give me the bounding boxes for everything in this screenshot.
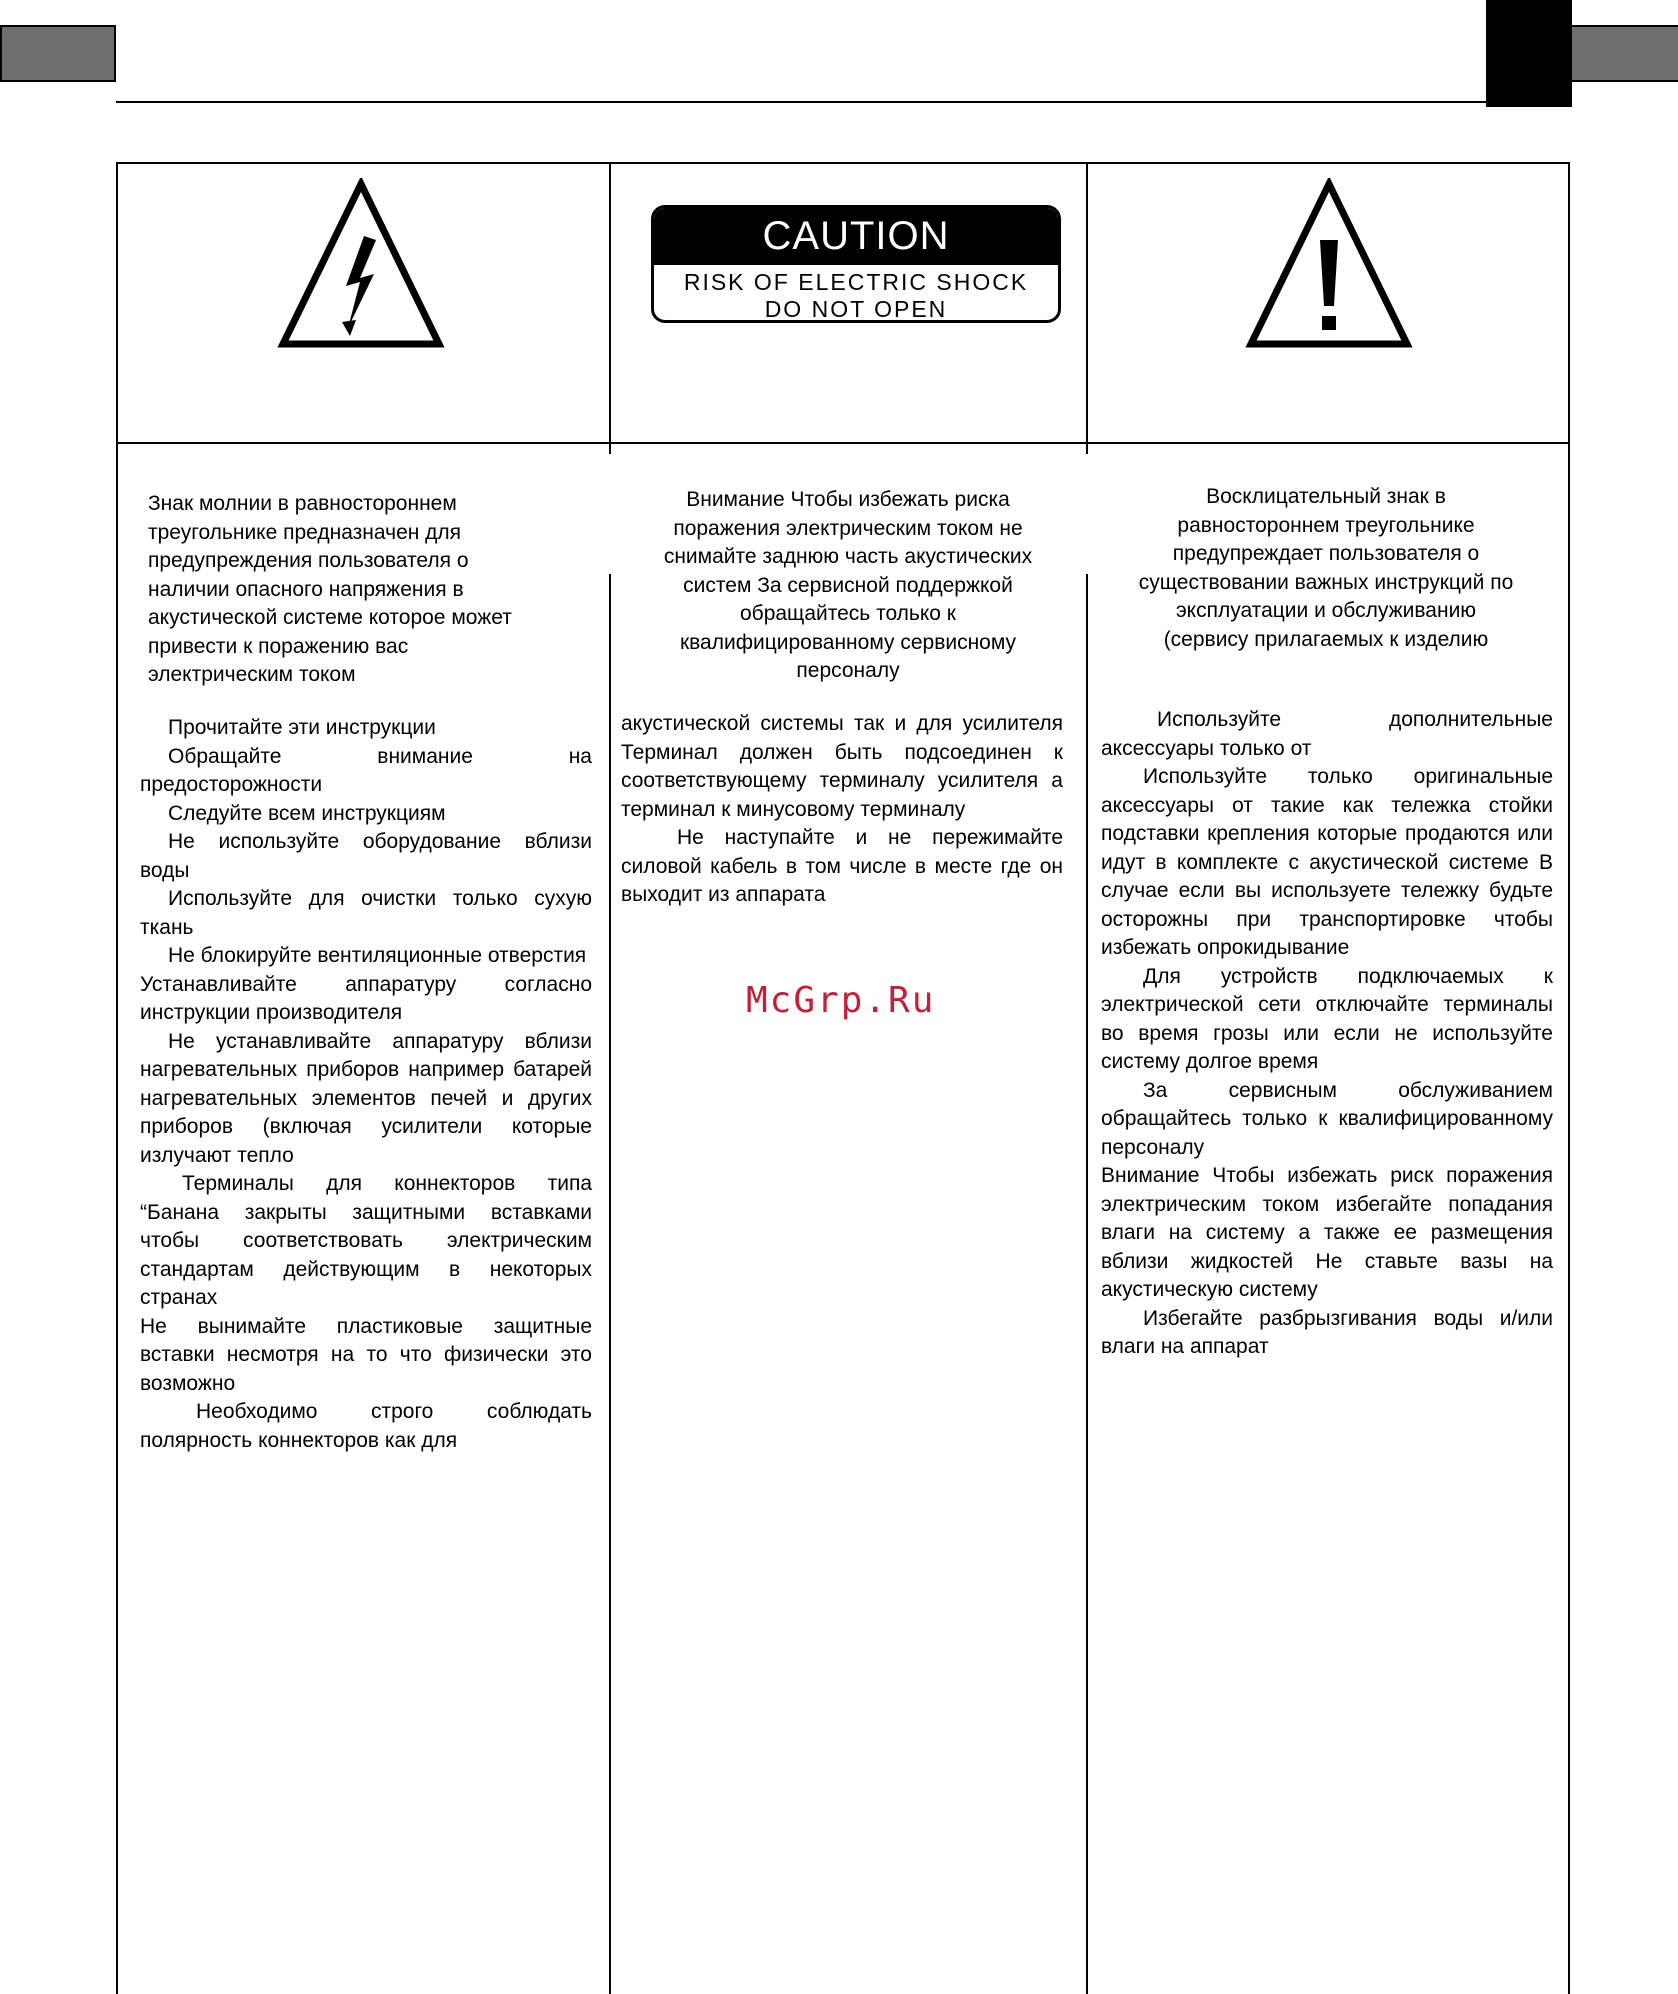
instruction-item: Не устанавливайте аппаратуру вблизи нагревательных приборов например батарей нагревательных элементов печей и других приборов (включая усилители которые излучают тепло [140,1029,592,1167]
instruction-item: Для устройств подключаемых к электрической сети отключайте терминалы во время грозы или если не используйте систему долгое время [1101,964,1553,1073]
exclamation-symbol-description: Восклицательный знак в равностороннем треугольнике предупреждает пользователя о существовании важных инструкций по эксплуатации и обслуживанию (сервису прилагаемых к изделию [1138,485,1514,651]
instruction-item: За сервисным обслуживанием обращайтесь только к квалифицированному персоналу [1101,1078,1553,1159]
instruction-item: Устанавливайте аппаратуру согласно инструкции производителя [140,972,592,1024]
column-divider [609,164,611,1994]
header-tab-marker [1486,0,1572,107]
header-corner-block-right [1570,25,1678,82]
instruction-item: Используйте для очистки только сухую ткань [140,887,592,939]
instruction-item: акустической системы так и для усилителя Терминал должен быть подсоединен к соответствующему терминалу усилителя а терминал к минусовому терминалу [621,712,1063,821]
instruction-item: Обращайте внимание на предосторожности [140,744,592,796]
lightning-warning-icon [276,178,446,348]
instruction-item: Необходимо строго соблюдать полярность коннекторов как для [140,1400,592,1452]
instruction-item: Используйте дополнительные аксессуары только от [1101,708,1553,760]
safety-instructions-column-3 [1101,706,1553,1362]
instruction-item: Прочитайте эти инструкции [168,716,436,739]
watermark-text: McGrp.Ru [746,980,936,1021]
header-rule [116,101,1488,103]
column-divider [1086,164,1088,1994]
instruction-item: Используйте только оригинальные аксессуары от такие как тележка стойки подставки крепления которые продаются или идут в комплекте с акустической системе В случае если вы используете тележку будьте осторожны при транспортировке чтобы избежать опрокидывание [1101,765,1553,959]
caution-line-1: RISK OF ELECTRIC SHOCK [683,269,1029,295]
lightning-symbol-description: Знак молнии в равностороннем треугольнике предназначен для предупреждения пользователя о наличии опасного напряжения в акустической системе которое может привести к поражению вас электрическим током [148,492,512,686]
row-divider [118,442,1568,444]
header-corner-block-left [0,25,116,82]
caution-label-description: Внимание Чтобы избежать риска поражения электрическим током не снимайте заднюю часть акустических систем За сервисной поддержкой обращайтесь только к квалифицированному сервисному персоналу [663,488,1033,682]
caution-title: CAUTION [654,208,1058,265]
instruction-item: Не вынимайте пластиковые защитные вставки несмотря на то что физически это возможно [140,1314,592,1395]
instruction-item: Терминалы для коннекторов типа “Банана закрыты защитными вставками чтобы соответствовать электрическим стандартам действующим в некоторых странах [140,1172,592,1309]
instruction-item: Избегайте разбрызгивания воды и/или влаги на аппарат [1101,1306,1553,1358]
instruction-item: Внимание Чтобы избежать риск поражения электрическим током избегайте попадания влаги на систему а также ее размещения вблизи жидкостей Не ставьте вазы на акустическую систему [1101,1164,1553,1301]
caution-label [651,205,1061,323]
safety-instructions-column-1 [140,714,592,1455]
instruction-item: Следуйте всем инструкциям [168,801,446,825]
instruction-item: Не блокируйте вентиляционные отверстия [168,944,587,967]
safety-instructions-column-2 [621,710,1063,910]
caution-line-2: DO NOT OPEN [764,296,948,322]
exclamation-warning-icon [1244,178,1414,348]
instruction-item: Не наступайте и не пережимайте силовой кабель в том числе в месте где он выходит из аппарата [621,826,1063,906]
instruction-item: Не используйте оборудование вблизи воды [140,830,592,882]
